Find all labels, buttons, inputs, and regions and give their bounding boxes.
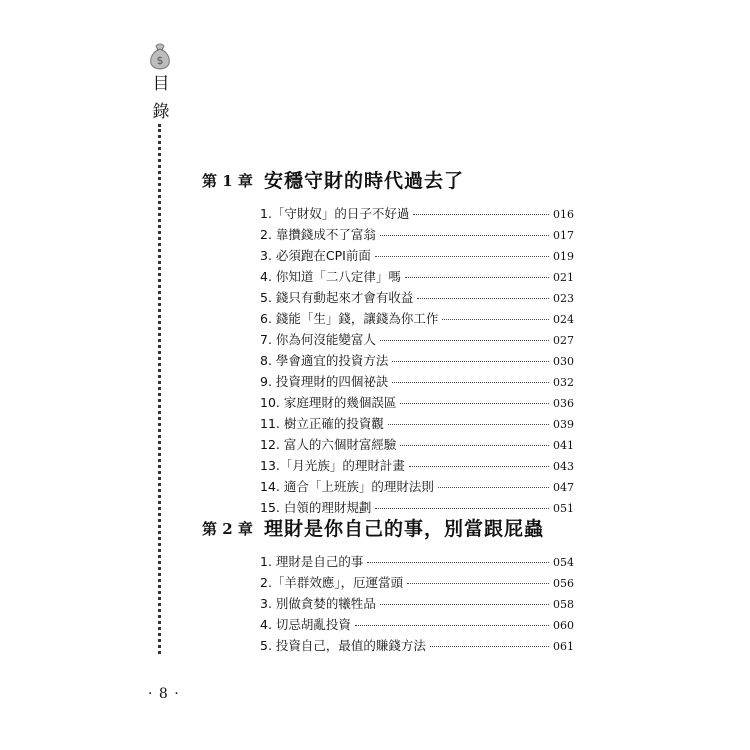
vertical-title-char: 錄 [152,102,170,122]
toc-entry[interactable] [260,372,574,393]
toc-entry[interactable] [260,309,574,330]
entry-title: 10. 家庭理財的幾個誤區 [260,395,397,410]
toc-entry[interactable] [260,477,574,498]
toc-entry[interactable] [260,246,574,267]
vertical-dotted-divider [158,124,161,654]
dot-leader [407,583,549,584]
toc-entry[interactable] [260,351,574,372]
entry-page: 054 [553,556,574,569]
chapter-2 [202,514,582,657]
entry-title: 4. 切忌胡亂投資 [260,617,351,632]
entry-page: 061 [553,640,574,653]
entry-page: 041 [553,439,574,452]
entry-page: 039 [553,418,574,431]
entry-title: 5. 投資自己，最值的賺錢方法 [260,638,426,653]
dot-leader [375,256,549,257]
dot-leader [392,382,549,383]
entry-page: 016 [553,208,574,221]
chapter-heading [202,166,582,196]
toc-entry[interactable] [260,288,574,309]
chapter-1 [202,166,582,519]
toc-entry[interactable] [260,573,574,594]
chapter-label: 第 2 章 [202,520,253,538]
entry-page: 056 [553,577,574,590]
entry-title: 7. 你為何沒能變富人 [260,332,376,347]
toc-entry[interactable] [260,225,574,246]
dot-leader [392,361,549,362]
page-number: · 8 · [148,686,180,702]
entry-title: 2.「羊群效應」，厄運當頭 [260,575,404,590]
dot-leader [367,562,549,563]
vertical-title-char: 目 [152,74,170,94]
dot-leader [442,319,549,320]
money-bag-icon [147,42,173,70]
entry-page: 019 [553,250,574,263]
entry-page: 030 [553,355,574,368]
toc-entry[interactable] [260,435,574,456]
entry-title: 6. 錢能「生」錢，讓錢為你工作 [260,311,439,326]
vertical-title [150,70,172,126]
entry-page: 021 [553,271,574,284]
entry-page: 027 [553,334,574,347]
toc-entry[interactable] [260,594,574,615]
toc-entry[interactable] [260,615,574,636]
toc-entry[interactable] [260,393,574,414]
entry-title: 8. 學會適宜的投資方法 [260,353,389,368]
entry-page: 032 [553,376,574,389]
dot-leader [380,340,549,341]
entry-title: 1.「守財奴」的日子不好過 [260,206,410,221]
chapter-label: 第 1 章 [202,172,253,190]
dot-leader [375,508,549,509]
toc-entry[interactable] [260,636,574,657]
dot-leader [380,604,549,605]
toc-entry[interactable] [260,330,574,351]
entry-title: 13.「月光族」的理財計畫 [260,458,405,473]
toc-entry[interactable] [260,456,574,477]
svg-text:$: $ [156,54,164,67]
chapter-heading [202,514,582,544]
entry-title: 12. 富人的六個財富經驗 [260,437,397,452]
toc-entries [202,204,582,519]
entry-title: 9. 投資理財的四個祕訣 [260,374,389,389]
entry-title: 11. 樹立正確的投資觀 [260,416,384,431]
dot-leader [400,403,549,404]
dot-leader [400,445,549,446]
entry-page: 017 [553,229,574,242]
chapter-title: 安穩守財的時代過去了 [264,170,465,192]
entry-title: 15. 白領的理財規劃 [260,500,372,515]
entry-page: 060 [553,619,574,632]
dot-leader [417,298,549,299]
dot-leader [409,466,549,467]
entry-page: 047 [553,481,574,494]
dot-leader [380,235,549,236]
entry-title: 3. 別做貪婪的犧牲品 [260,596,376,611]
entry-title: 3. 必須跑在CPI前面 [260,248,371,263]
entry-title: 1. 理財是自己的事 [260,554,364,569]
entry-title: 5. 錢只有動起來才會有收益 [260,290,414,305]
toc-entry[interactable] [260,552,574,573]
entry-title: 14. 適合「上班族」的理財法則 [260,479,434,494]
toc-entry[interactable] [260,267,574,288]
dot-leader [438,487,549,488]
toc-entry[interactable] [260,204,574,225]
entry-page: 036 [553,397,574,410]
dot-leader [430,646,549,647]
entry-page: 024 [553,313,574,326]
entry-page: 051 [553,502,574,515]
dot-leader [355,625,549,626]
entry-page: 023 [553,292,574,305]
dot-leader [405,277,549,278]
entry-page: 043 [553,460,574,473]
entry-title: 4. 你知道「二八定律」嗎 [260,269,401,284]
entry-page: 058 [553,598,574,611]
entry-title: 2. 靠攢錢成不了富翁 [260,227,376,242]
chapter-title: 理財是你自己的事，別當跟屁蟲 [264,518,545,540]
dot-leader [388,424,549,425]
toc-entry[interactable] [260,414,574,435]
dot-leader [413,214,549,215]
toc-entries [202,552,582,657]
